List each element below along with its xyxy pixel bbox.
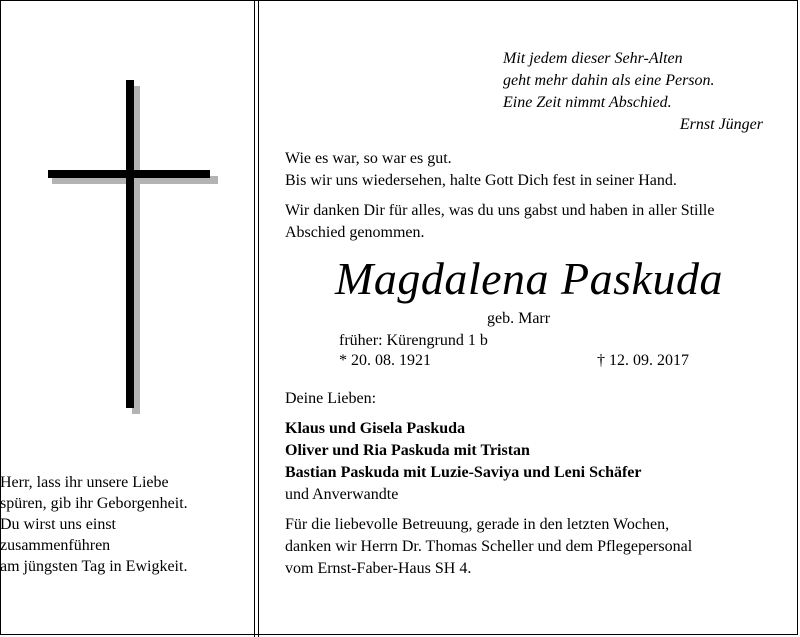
mourner-name: Klaus und Gisela Paskuda — [285, 420, 466, 437]
mourners-others: und Anverwandte — [285, 486, 399, 503]
quote-line: Eine Zeit nimmt Abschied. — [503, 94, 672, 111]
prayer-line: Herr, lass ihr unsere Liebe — [0, 474, 169, 491]
mourners-heading: Deine Lieben: — [285, 390, 377, 407]
cross-icon-vertical-beam — [126, 80, 134, 408]
quote-author: Ernst Jünger — [679, 116, 763, 133]
cross-icon-horizontal-beam — [48, 170, 210, 178]
thanks-text — [285, 200, 765, 244]
maiden-name: geb. Marr — [487, 310, 551, 327]
quote-line: geht mehr dahin als eine Person. — [503, 72, 715, 89]
thanks-line: Wir danken Dir für alles, was du uns gabst und haben in aller Stille — [285, 202, 715, 219]
death-date: † 12. 09. 2017 — [597, 352, 689, 369]
quote-line: Mit jedem dieser Sehr-Alten — [503, 50, 683, 67]
prayer-line: Du wirst uns einst — [0, 516, 116, 533]
verse — [285, 148, 765, 192]
prayer-line: zusammenführen — [0, 537, 111, 554]
verse-line: Bis wir uns wiedersehen, halte Gott Dich fest in seiner Hand. — [285, 172, 677, 189]
right-panel — [259, 0, 799, 637]
mourners — [285, 388, 765, 506]
divider-line — [254, 0, 255, 637]
quote — [503, 48, 763, 136]
deceased-name: Magdalena Paskuda — [335, 253, 723, 304]
birth-date: * 20. 08. 1921 — [339, 352, 431, 369]
acknowledgement-line: Für die liebevolle Betreuung, gerade in den letzten Wochen, — [285, 516, 670, 533]
verse-line: Wie es war, so war es gut. — [285, 150, 452, 167]
acknowledgement-line: vom Ernst-Faber-Haus SH 4. — [285, 560, 472, 577]
prayer-line: spüren, gib ihr Geborgenheit. — [0, 495, 188, 512]
prayer-line: am jüngsten Tag in Ewigkeit. — [0, 558, 188, 575]
mourner-name: Bastian Paskuda mit Luzie-Saviya und Leni Schäfer — [285, 464, 642, 481]
prayer-verse — [0, 472, 250, 577]
thanks-line: Abschied genommen. — [285, 224, 425, 241]
mourner-name: Oliver und Ria Paskuda mit Tristan — [285, 442, 530, 459]
acknowledgement-line: danken wir Herrn Dr. Thomas Scheller und dem Pflegepersonal — [285, 538, 693, 555]
acknowledgement — [285, 514, 765, 580]
former-address: früher: Kürengrund 1 b — [339, 332, 488, 349]
left-panel — [0, 0, 252, 637]
